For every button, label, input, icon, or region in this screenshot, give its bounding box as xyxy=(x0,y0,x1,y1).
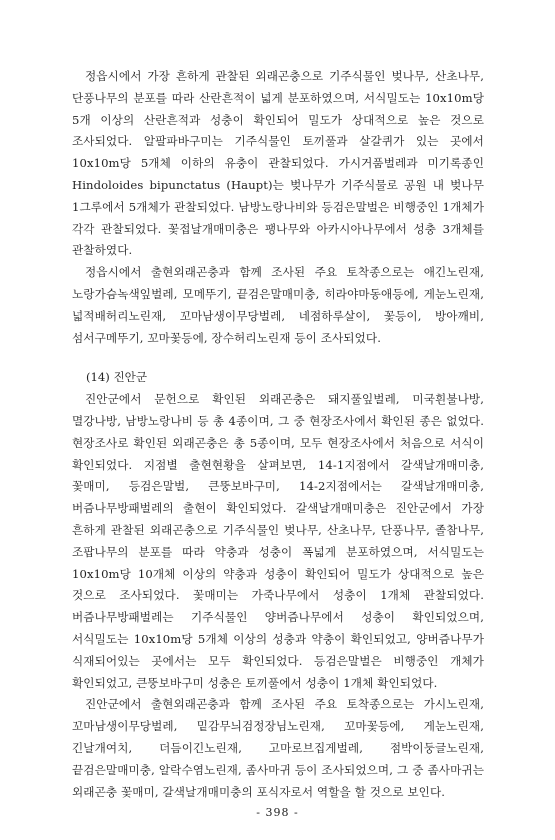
document-body xyxy=(72,66,484,803)
paragraph-jinan-native-species: 진안군에서 출현외래곤충과 함께 조사된 주요 토착종으로는 가시노린재, 꼬마남생이무당벌레, 밑감무늬검정장님노린재, 꼬마꽃등에, 게눈노린재, 긴날개여치, 더듬이긴노린재, 고마로브집게벌레, 점박이둥글노린재, 끝검은말매미충, 알락수염노린재, 좀사마귀 등이 조사되었으며, 그 중 좀사마귀는 외래곤충 꽃매미, 갈색날개매미충의 포식자로서 역할을 할 것으로 보인다. xyxy=(72,697,484,799)
paragraph-jinan-invasive-insects: 진안군에서 문헌으로 확인된 외래곤충은 돼지풀잎벌레, 미국흰불나방, 멸강나방, 남방노랑나비 등 총 4종이며, 그 중 현장조사에서 확인된 종은 없었다. 현장조사로 확인된 외래곤충은 총 5종이며, 모두 현장조사에서 처음으로 서식이 확인되었다. 지점별 출현현황을 살펴보면, 14-1지점에서 갈색날개매미충, 꽃매미, 등검은말벌, 큰뚱보바구미, 14-2지점에서는 갈색날개매미충, 버즘나무방패벌레의 출현이 확인되었다. 갈색날개매미충은 진안군에서 가장 흔하게 관찰된 외래곤충으로 기주식물인 벚나무, 산초나무, 단풍나무, 졸참나무, 조팝나무의 분포를 따라 약충과 성충이 폭넓게 분포하였으며, 서식밀도는 10x10m당 10개체 이상의 약충과 성충이 확인되어 밀도가 상대적으로 높은 것으로 조사되었다. 꽃매미는 가죽나무에서 성충이 1개체 관찰되었다. 버즘나무방패벌레는 기주식물인 양버즘나무에서 성충이 확인되었으며, 서식밀도는 10x10m당 5개체 이상의 성충과 약충이 확인되었고, 양버즘나무가 식재되어있는 곳에서는 모두 확인되었다. 등검은말벌은 비행중인 개체가 확인되었고, 큰뚱보바구미 성충은 토끼풀에서 성충이 1개체 확인되었다. xyxy=(72,392,484,690)
section-spacer xyxy=(72,349,484,367)
paragraph-jeongeup-invasive-insects: 정읍시에서 가장 흔하게 관찰된 외래곤충으로 기주식물인 벚나무, 산초나무, 단풍나무의 분포를 따라 산란흔적이 넓게 분포하였으며, 서식밀도는 10x10m당 5개 이상의 산란흔적과 성충이 확인되어 밀도가 상대적으로 높은 것으로 조사되었다. 알팔파바구미는 기주식물인 토끼풀과 살갈퀴가 있는 곳에서 10x10m당 5개체 이하의 유충이 관찰되었다. 가시거품벌레과 미기록종인 Hindoloides bipunctatus (Haupt)는 벚나무가 기주식물로 공원 내 벚나무 1그루에서 5개체가 관찰되었다. 남방노랑나비와 등검은말벌은 비행중인 1개체가 각각 관찰되었다. 꽃접날개매미충은 팽나무와 아카시아나무에서 성충 3개체를 관찰하였다. xyxy=(72,69,484,258)
paragraph-jeongeup-native-species: 정읍시에서 출현외래곤충과 함께 조사된 주요 토착종으로는 애긴노린재, 노랑가슴녹색잎벌레, 모메뚜기, 끝검은말매미충, 히라야마동애등에, 게눈노린재, 넓적배허리노린재, 꼬마남생이무당벌레, 네점하루살이, 꽃등이, 방아깨비, 섬서구메뚜기, 꼬마꽃등에, 장수허리노린재 등이 조사되었다. xyxy=(72,265,484,345)
page-number: - 398 - xyxy=(256,806,299,819)
section-heading-jinan: (14) 진안군 xyxy=(86,370,148,385)
